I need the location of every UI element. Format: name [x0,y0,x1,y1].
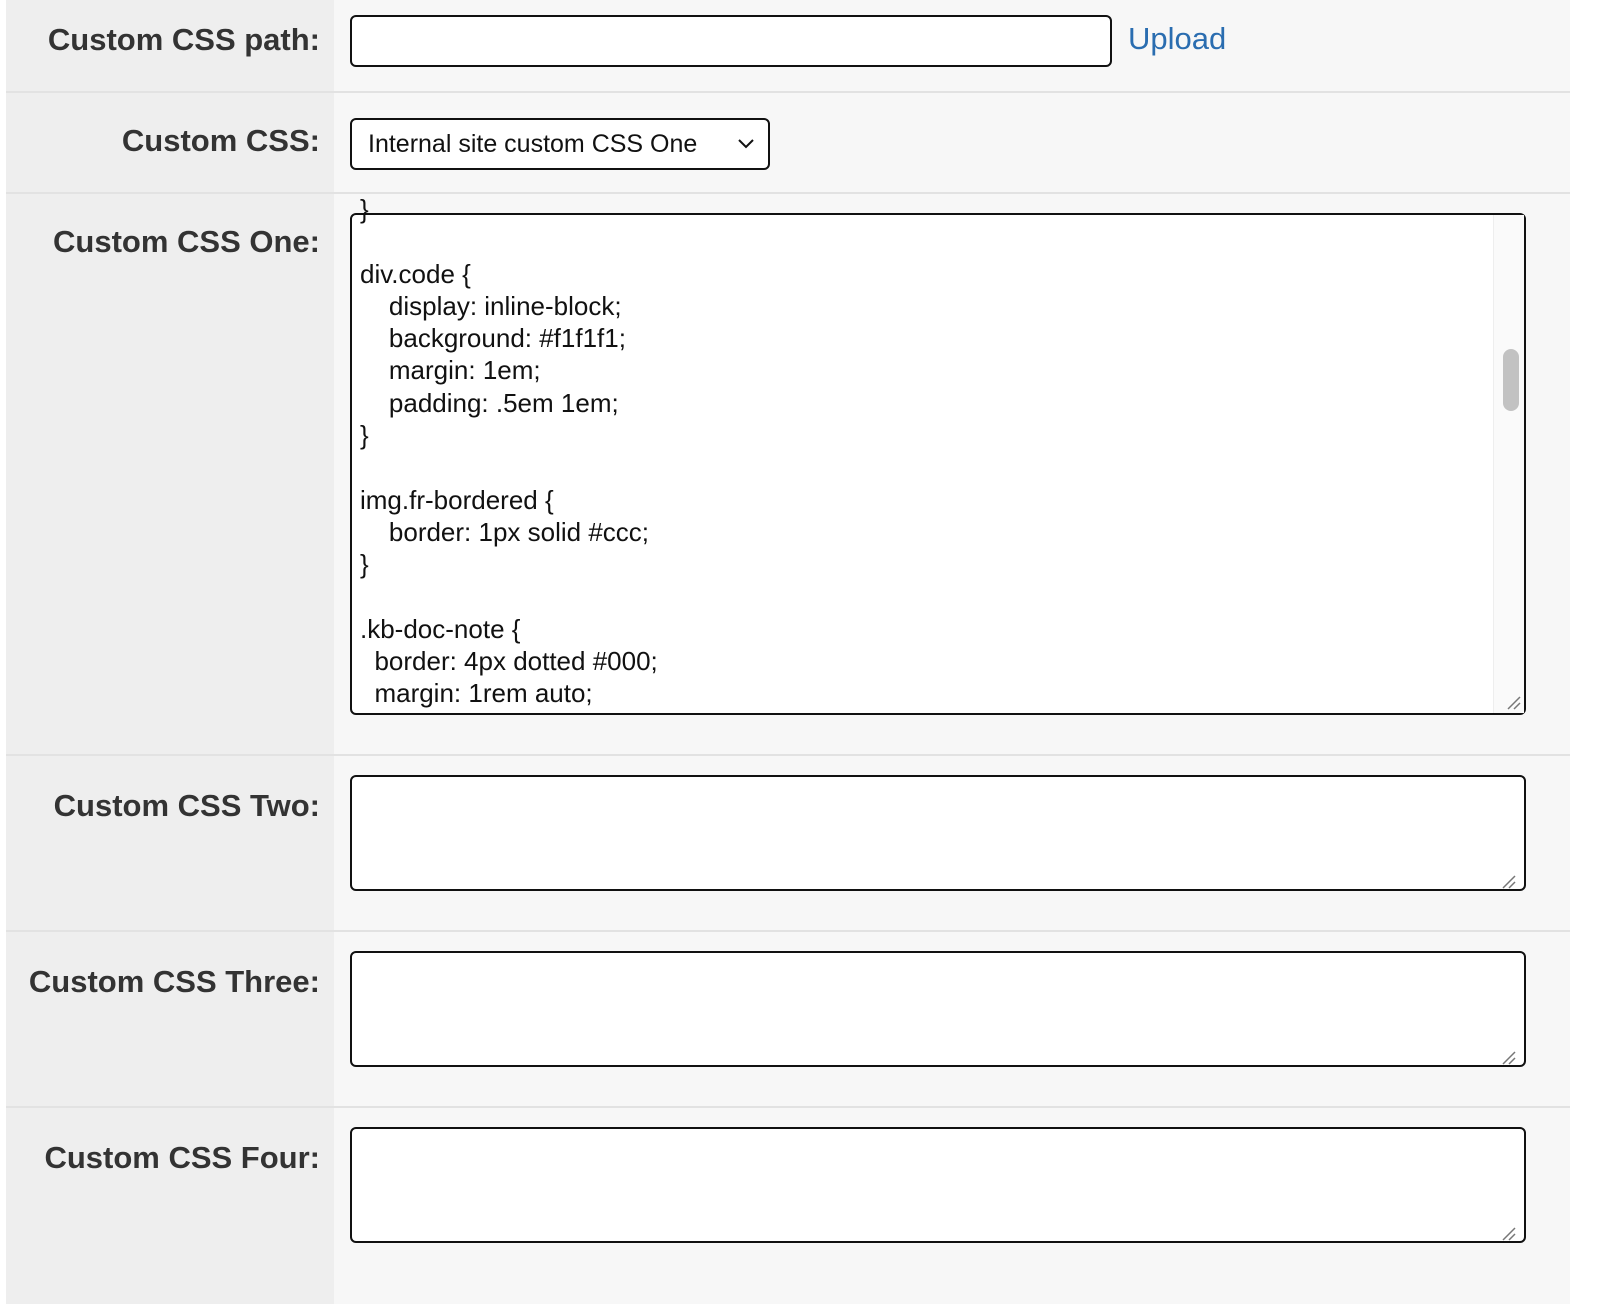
row-css-four [6,1108,1570,1304]
label-css-one [6,194,334,754]
label-custom-css-text: Custom CSS: [121,123,320,158]
custom-css-select[interactable] [350,118,770,170]
css-one-content: } div.code { display: inline-block; background: #f1f1f1; margin: 1em; padding: .5em 1em; } img.fr-bordered { border: 1px solid #ccc; } .kb-doc-note { border: 4px dotted #000; margin: 1rem auto; [360,194,658,709]
resize-grip-icon[interactable] [1499,872,1517,890]
field-css-four [334,1108,1570,1304]
css-two-textarea[interactable] [350,775,1526,891]
field-css-three [334,932,1570,1106]
label-css-four [6,1108,334,1304]
custom-css-select-value: Internal site custom CSS One [368,129,698,158]
label-custom-css [6,93,334,192]
row-css-path [6,0,1570,93]
label-css-two-text: Custom CSS Two: [53,788,320,823]
label-css-two [6,756,334,930]
chevron-down-icon [736,133,756,153]
css-four-textarea[interactable] [350,1127,1526,1243]
upload-link[interactable]: Upload [1128,21,1227,56]
field-css-one [334,194,1570,754]
label-css-one-text: Custom CSS One: [53,224,320,259]
label-css-four-text: Custom CSS Four: [44,1140,320,1175]
field-css-two [334,756,1570,930]
label-css-path [6,0,334,91]
label-css-path-text: Custom CSS path: [47,22,320,57]
resize-grip-icon[interactable] [1499,1224,1517,1242]
resize-grip-icon[interactable] [1504,693,1522,711]
field-css-path [334,0,1570,91]
custom-css-form [6,0,1570,1304]
row-css-one [6,194,1570,756]
row-css-three [6,932,1570,1108]
css-one-textarea[interactable] [350,194,1526,715]
label-css-three [6,932,334,1106]
css-three-textarea[interactable] [350,951,1526,1067]
css-one-scroll-thumb[interactable] [1503,349,1519,411]
row-custom-css [6,93,1570,194]
resize-grip-icon[interactable] [1499,1048,1517,1066]
css-one-scrollbar[interactable] [1493,215,1524,713]
field-custom-css [334,93,1570,192]
css-path-input[interactable] [350,15,1112,67]
label-css-three-text: Custom CSS Three: [28,964,320,999]
row-css-two [6,756,1570,932]
